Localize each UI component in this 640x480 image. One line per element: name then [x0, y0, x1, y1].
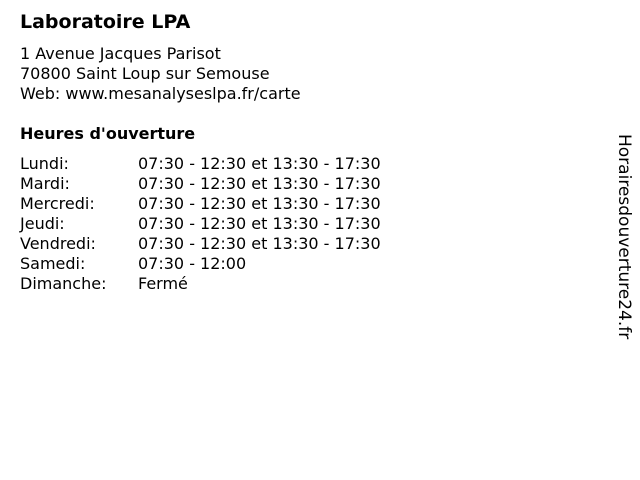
hours-row-saturday: [20, 254, 381, 274]
hours-heading: Heures d'ouverture: [20, 124, 196, 143]
website-line: Web: www.mesanalyseslpa.fr/carte: [20, 84, 301, 103]
watermark-text: Horairesdouverture24.fr: [614, 134, 634, 340]
hours-row-sunday: [20, 274, 381, 294]
hours-row-monday: [20, 154, 381, 174]
time-range: Fermé: [138, 274, 188, 293]
day-label: Dimanche:: [20, 274, 107, 293]
day-label: Samedi:: [20, 254, 86, 273]
day-label: Mercredi:: [20, 194, 95, 213]
day-label: Vendredi:: [20, 234, 96, 253]
hours-row-thursday: [20, 214, 381, 234]
time-range: 07:30 - 12:30 et 13:30 - 17:30: [138, 234, 381, 253]
day-label: Lundi:: [20, 154, 69, 173]
city-address: 70800 Saint Loup sur Semouse: [20, 64, 270, 83]
time-range: 07:30 - 12:30 et 13:30 - 17:30: [138, 194, 381, 213]
hours-row-friday: [20, 234, 381, 254]
time-range: 07:30 - 12:30 et 13:30 - 17:30: [138, 214, 381, 233]
address-block: [20, 44, 301, 104]
time-range: 07:30 - 12:30 et 13:30 - 17:30: [138, 174, 381, 193]
hours-row-wednesday: [20, 194, 381, 214]
day-label: Jeudi:: [20, 214, 65, 233]
time-range: 07:30 - 12:30 et 13:30 - 17:30: [138, 154, 381, 173]
time-range: 07:30 - 12:00: [138, 254, 247, 273]
street-address: 1 Avenue Jacques Parisot: [20, 44, 221, 63]
business-name: Laboratoire LPA: [20, 11, 191, 33]
hours-row-tuesday: [20, 174, 381, 194]
opening-hours-list: [20, 154, 381, 294]
site-watermark: [612, 134, 636, 344]
day-label: Mardi:: [20, 174, 70, 193]
